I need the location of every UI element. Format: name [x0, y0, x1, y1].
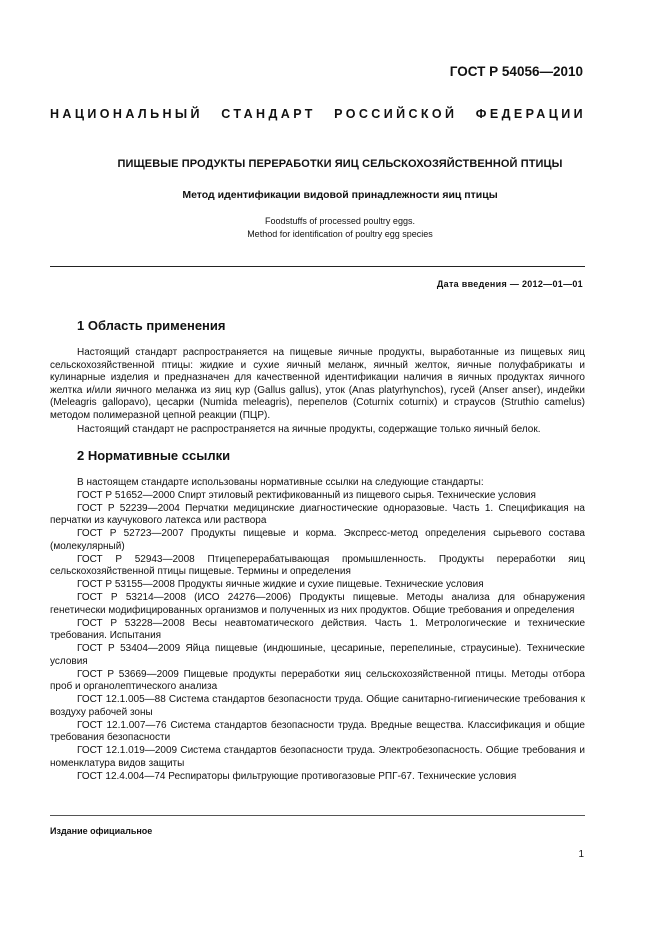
reference-item: ГОСТ Р 52239—2004 Перчатки медицинские диагностические одноразовые. Часть 1. Спецификация на перчатки из каучукового латекса или раствора — [50, 502, 585, 527]
reference-item: ГОСТ Р 52723—2007 Продукты пищевые и корма. Экспресс-метод определения сырьевого состава (молекулярный) — [50, 528, 585, 552]
section-1-heading: 1 Область применения — [77, 318, 226, 333]
reference-item: ГОСТ Р 53228—2008 Весы неавтоматического действия. Часть 1. Метрологические и технические требования. Испытания — [50, 617, 585, 642]
english-title — [50, 215, 630, 241]
reference-item: ГОСТ Р 53404—2009 Яйца пищевые (индюшиные, цесариные, перепелиные, страусиные). Технические условия — [50, 643, 585, 667]
header-divider — [50, 266, 585, 267]
reference-item: ГОСТ 12.1.019—2009 Система стандартов безопасности труда. Электробезопасность. Общие требования и номенклатура видов защиты — [50, 745, 585, 769]
national-standard-banner: НАЦИОНАЛЬНЫЙ СТАНДАРТ РОССИЙСКОЙ ФЕДЕРАЦИИ — [50, 107, 586, 121]
references-intro: В настоящем стандарте использованы нормативные ссылки на следующие стандарты: — [77, 477, 484, 488]
reference-item: ГОСТ 12.4.004—74 Респираторы фильтрующие противогазовые РПГ-67. Технические условия — [77, 770, 517, 782]
reference-item: ГОСТ Р 53214—2008 (ИСО 24276—2006) Продукты пищевые. Методы анализа для обнаружения генетически модифицированных организмов и полученных из них продуктов. Общие требования и определения — [50, 592, 585, 616]
official-edition-label: Издание официальное — [50, 826, 153, 836]
reference-item: ГОСТ 12.1.007—76 Система стандартов безопасности труда. Вредные вещества. Классификация и общие требования безопасности — [50, 719, 585, 744]
reference-item: ГОСТ Р 52943—2008 Птицеперерабатывающая промышленность. Продукты переработки яиц сельскохозяйственной птицы пищевые. Термины и определения — [50, 553, 585, 578]
reference-item: ГОСТ Р 51652—2000 Спирт этиловый ректификованный из пищевого сырья. Технические условия — [77, 489, 536, 501]
footer-divider — [50, 815, 585, 816]
reference-item: ГОСТ Р 53155—2008 Продукты яичные жидкие и сухие пищевые. Технические условия — [77, 579, 484, 591]
section-1-paragraph-2-text: Настоящий стандарт не распространяется на яичные продукты, содержащие только яичный белок. — [77, 424, 541, 435]
section-1-paragraph-2 — [50, 424, 585, 437]
normative-references-list — [50, 477, 585, 783]
english-title-line-2: Method for identification of poultry egg species — [247, 229, 433, 239]
section-2-heading: 2 Нормативные ссылки — [77, 448, 231, 463]
doc-number: ГОСТ Р 54056—2010 — [449, 64, 583, 79]
english-title-line-1: Foodstuffs of processed poultry eggs. — [265, 216, 415, 226]
reference-item: ГОСТ 12.1.005—88 Система стандартов безопасности труда. Общие санитарно-гигиенические требования к воздуху рабочей зоны — [50, 694, 585, 718]
section-1-paragraph-1-text: Настоящий стандарт распространяется на пищевые яичные продукты, выработанные из пищевых яиц сельскохозяйственной птицы: жидкие и сухие яичный меланж, яичный желток, яичные полуфабрикаты и кулинарные изделия и предназначен для качественной идентификации наличия в яичных продуктах яичного желтка и/или яичного меланжа из яиц кур (Gallus gallus), уток (Anas platyrhynchos), гусей (Anser anser), индейки (Meleagris gallopavo), цесарки (Numida meleagris), перепелов (Coturnix coturnix) и страусов (Struthio camelus) методом полимеразной цепной реакции (ПЦР). — [50, 347, 585, 421]
document-subtitle: Метод идентификации видовой принадлежности яиц птицы — [182, 189, 498, 201]
section-1-paragraph-1 — [50, 347, 585, 423]
page-number: 1 — [578, 849, 584, 860]
introduction-date: Дата введения — 2012—01—01 — [436, 279, 583, 289]
reference-item: ГОСТ Р 53669—2009 Пищевые продукты переработки яиц сельскохозяйственной птицы. Методы отбора проб и органолептического анализа — [50, 668, 585, 693]
document-title: ПИЩЕВЫЕ ПРОДУКТЫ ПЕРЕРАБОТКИ ЯИЦ СЕЛЬСКОХОЗЯЙСТВЕННОЙ ПТИЦЫ — [117, 158, 563, 170]
